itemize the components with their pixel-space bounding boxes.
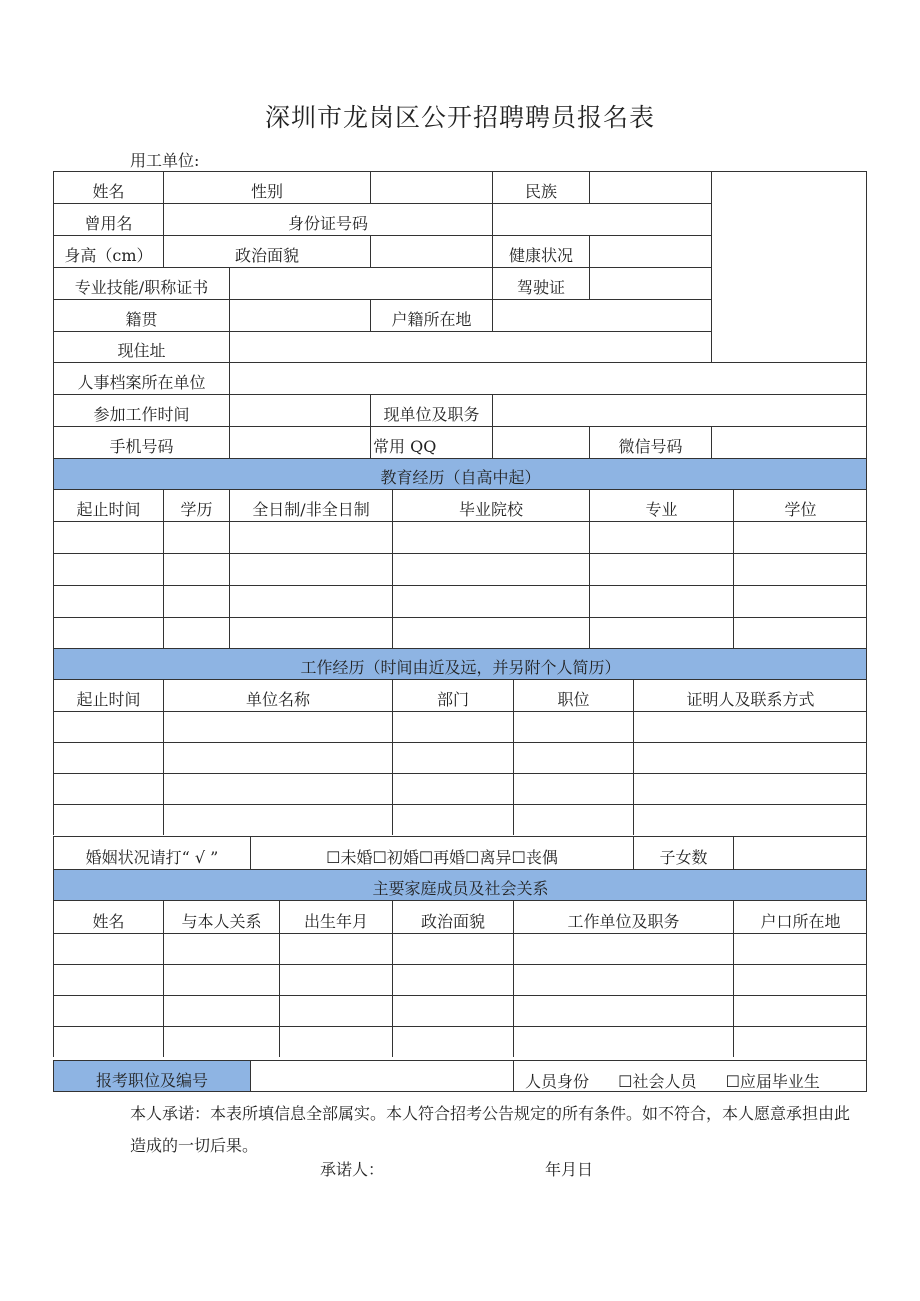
- work-col-header: 职位: [513, 679, 633, 711]
- identity-group: [525, 1069, 844, 1092]
- education-cell[interactable]: [229, 521, 392, 553]
- current-job-field[interactable]: [492, 394, 867, 426]
- skills-label: 专业技能/职称证书: [53, 267, 229, 299]
- registration-form-table: [53, 171, 867, 1092]
- work-cell[interactable]: [513, 742, 633, 773]
- wechat-field[interactable]: [711, 426, 867, 458]
- identity-option-social[interactable]: ☐社会人员: [618, 1072, 697, 1091]
- work-start-label: 参加工作时间: [53, 394, 229, 426]
- family-cell[interactable]: [733, 995, 867, 1026]
- education-cell[interactable]: [733, 617, 867, 649]
- family-cell[interactable]: [279, 1026, 392, 1057]
- work-cell[interactable]: [163, 773, 392, 804]
- family-cell[interactable]: [279, 964, 392, 995]
- position-field[interactable]: [250, 1060, 513, 1092]
- work-cell[interactable]: [513, 804, 633, 835]
- education-col-header: 学历: [163, 489, 229, 521]
- work-cell[interactable]: [53, 742, 163, 773]
- education-cell[interactable]: [53, 521, 163, 553]
- phone-label: 手机号码: [53, 426, 229, 458]
- family-cell[interactable]: [279, 995, 392, 1026]
- education-cell[interactable]: [589, 617, 733, 649]
- family-cell[interactable]: [163, 1026, 279, 1057]
- education-col-header: 毕业院校: [392, 489, 589, 521]
- family-col-header: 出生年月: [279, 900, 392, 933]
- address-label: 现住址: [53, 331, 229, 362]
- work-cell[interactable]: [392, 711, 513, 742]
- education-cell[interactable]: [163, 521, 229, 553]
- health-field[interactable]: [589, 235, 711, 267]
- political-status-field[interactable]: [370, 235, 492, 267]
- education-cell[interactable]: [589, 585, 733, 617]
- family-cell[interactable]: [513, 1026, 733, 1057]
- family-cell[interactable]: [163, 995, 279, 1026]
- work-cell[interactable]: [53, 773, 163, 804]
- health-label: 健康状况: [492, 235, 589, 267]
- education-cell[interactable]: [733, 521, 867, 553]
- education-col-header: 起止时间: [53, 489, 163, 521]
- family-cell[interactable]: [392, 933, 513, 964]
- family-cell[interactable]: [53, 995, 163, 1026]
- work-col-header: 单位名称: [163, 679, 392, 711]
- photo-area[interactable]: [711, 171, 867, 362]
- name-label: 姓名: [53, 171, 163, 203]
- driver-license-label: 驾驶证: [492, 267, 589, 299]
- work-cell[interactable]: [513, 711, 633, 742]
- education-col-header: 学位: [733, 489, 867, 521]
- education-col-header: 全日制/非全日制: [229, 489, 392, 521]
- education-cell[interactable]: [392, 553, 589, 585]
- education-cell[interactable]: [733, 585, 867, 617]
- hukou-field[interactable]: [492, 299, 711, 331]
- wechat-label: 微信号码: [589, 426, 711, 458]
- ethnicity-label: 民族: [492, 171, 589, 203]
- work-cell[interactable]: [513, 773, 633, 804]
- education-cell[interactable]: [392, 521, 589, 553]
- work-start-field[interactable]: [229, 394, 370, 426]
- work-col-header: 证明人及联系方式: [633, 679, 867, 711]
- family-cell[interactable]: [163, 933, 279, 964]
- family-cell[interactable]: [513, 995, 733, 1026]
- qq-label: 常用 QQ: [370, 426, 492, 458]
- gender-label: 性别: [163, 171, 370, 203]
- work-cell[interactable]: [633, 773, 867, 804]
- political-status-label: 政治面貌: [163, 235, 370, 267]
- education-cell[interactable]: [53, 585, 163, 617]
- signer-label: 承诺人：: [320, 1160, 385, 1179]
- education-cell[interactable]: [163, 617, 229, 649]
- archive-field[interactable]: [229, 362, 867, 394]
- education-col-header: 专业: [589, 489, 733, 521]
- family-cell[interactable]: [279, 933, 392, 964]
- id-number-label: 身份证号码: [163, 203, 492, 235]
- gender-field[interactable]: [370, 171, 492, 203]
- education-cell[interactable]: [733, 553, 867, 585]
- work-cell[interactable]: [633, 804, 867, 835]
- education-cell[interactable]: [392, 585, 589, 617]
- family-cell[interactable]: [733, 964, 867, 995]
- family-cell[interactable]: [53, 964, 163, 995]
- work-cell[interactable]: [633, 711, 867, 742]
- education-cell[interactable]: [53, 617, 163, 649]
- form-title: 深圳市龙岗区公开招聘聘员报名表: [264, 103, 655, 132]
- family-cell[interactable]: [513, 933, 733, 964]
- education-cell[interactable]: [163, 585, 229, 617]
- education-cell[interactable]: [589, 553, 733, 585]
- work-cell[interactable]: [392, 804, 513, 835]
- work-col-header: 部门: [392, 679, 513, 711]
- family-col-header: 政治面貌: [392, 900, 513, 933]
- family-cell[interactable]: [733, 1026, 867, 1057]
- family-cell[interactable]: [163, 964, 279, 995]
- position-label: 报考职位及编号: [53, 1060, 250, 1092]
- current-job-label: 现单位及职务: [370, 394, 492, 426]
- skills-field[interactable]: [229, 267, 492, 299]
- promise-text: 本人承诺：本表所填信息全部属实。本人符合招考公告规定的所有条件。如不符合，本人愿意承担由此造成的一切后果。: [130, 1104, 851, 1155]
- marriage-options[interactable]: ☐未婚☐初婚☐再婚☐离异☐丧偶: [250, 836, 633, 869]
- family-cell[interactable]: [392, 995, 513, 1026]
- family-col-header: 与本人关系: [163, 900, 279, 933]
- family-header: 主要家庭成员及社会关系: [53, 869, 867, 900]
- family-cell[interactable]: [53, 1026, 163, 1057]
- family-cell[interactable]: [53, 933, 163, 964]
- date-label: 年月日: [545, 1160, 594, 1179]
- ethnicity-field[interactable]: [589, 171, 711, 203]
- family-col-header: 户口所在地: [733, 900, 867, 933]
- id-number-field[interactable]: [492, 203, 711, 235]
- work-cell[interactable]: [163, 804, 392, 835]
- native-place-field[interactable]: [229, 299, 370, 331]
- work-cell[interactable]: [633, 742, 867, 773]
- marriage-label: 婚姻状况请打“ √ ”: [53, 836, 250, 869]
- education-cell[interactable]: [229, 617, 392, 649]
- education-cell[interactable]: [229, 553, 392, 585]
- native-place-label: 籍贯: [53, 299, 229, 331]
- identity-label: 人员身份: [525, 1072, 590, 1091]
- qq-field[interactable]: [492, 426, 589, 458]
- family-col-header: 姓名: [53, 900, 163, 933]
- education-cell[interactable]: [392, 617, 589, 649]
- former-name-label: 曾用名: [53, 203, 163, 235]
- work-header: 工作经历（时间由近及远，并另附个人简历）: [53, 648, 867, 679]
- work-col-header: 起止时间: [53, 679, 163, 711]
- education-header: 教育经历（自高中起）: [53, 458, 867, 489]
- work-cell[interactable]: [53, 711, 163, 742]
- children-label: 子女数: [633, 836, 733, 869]
- family-cell[interactable]: [733, 933, 867, 964]
- work-cell[interactable]: [392, 742, 513, 773]
- work-cell[interactable]: [53, 804, 163, 835]
- education-cell[interactable]: [229, 585, 392, 617]
- work-cell[interactable]: [163, 742, 392, 773]
- family-cell[interactable]: [392, 1026, 513, 1057]
- driver-license-field[interactable]: [589, 267, 711, 299]
- family-cell[interactable]: [513, 964, 733, 995]
- work-cell[interactable]: [163, 711, 392, 742]
- phone-field[interactable]: [229, 426, 370, 458]
- education-cell[interactable]: [53, 553, 163, 585]
- education-cell[interactable]: [163, 553, 229, 585]
- employer-label: 用工单位:: [130, 151, 200, 170]
- archive-label: 人事档案所在单位: [53, 362, 229, 394]
- family-cell[interactable]: [392, 964, 513, 995]
- family-col-header: 工作单位及职务: [513, 900, 733, 933]
- hukou-label: 户籍所在地: [370, 299, 492, 331]
- education-cell[interactable]: [589, 521, 733, 553]
- height-label: 身高（cm）: [53, 235, 163, 267]
- identity-option-graduate[interactable]: ☐应届毕业生: [725, 1072, 820, 1091]
- work-cell[interactable]: [392, 773, 513, 804]
- address-field[interactable]: [229, 331, 711, 362]
- children-field[interactable]: [733, 836, 867, 869]
